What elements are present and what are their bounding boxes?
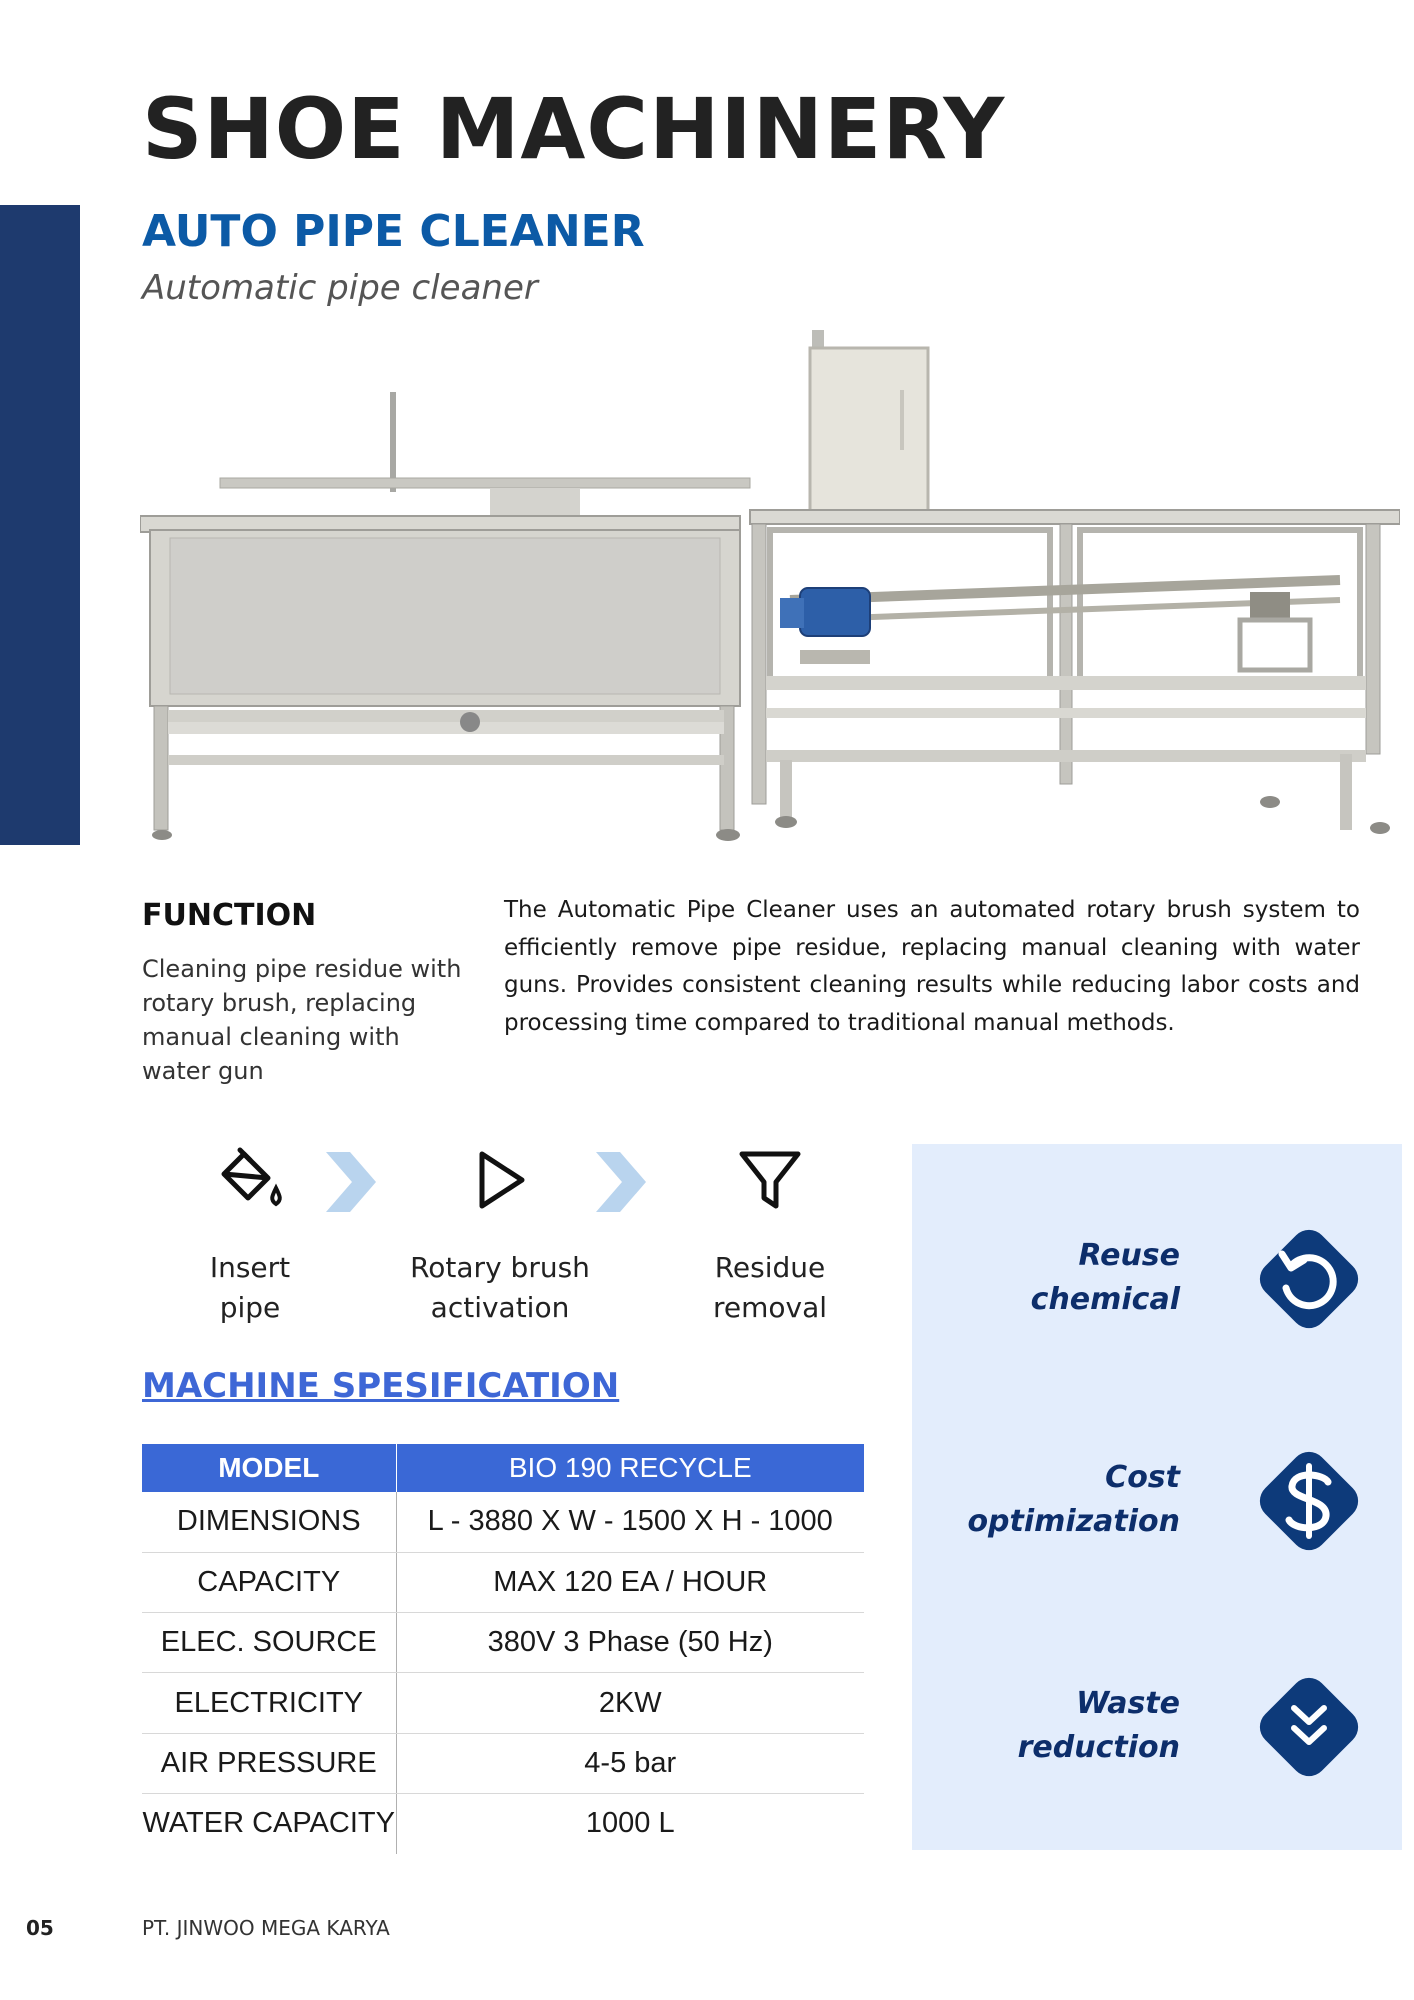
step-label-line: Rotary brush [410, 1251, 590, 1284]
product-name: AUTO PIPE CLEANER [142, 206, 645, 257]
step-label-line: Insert [209, 1251, 291, 1284]
spec-label: AIR PRESSURE [142, 1733, 396, 1793]
table-row [142, 1492, 864, 1552]
spec-label: ELECTRICITY [142, 1673, 396, 1733]
benefit-label [900, 1682, 1180, 1770]
benefits-panel [912, 1144, 1402, 1850]
benefit-label [900, 1456, 1180, 1544]
double-chevron-down-icon [1234, 1652, 1384, 1802]
benefit-label-line: Waste [1076, 1686, 1180, 1721]
spec-label: CAPACITY [142, 1552, 396, 1612]
step-label-line: pipe [219, 1291, 281, 1324]
process-step-removal [660, 1140, 880, 1328]
spec-label: WATER CAPACITY [142, 1793, 396, 1853]
benefit-waste-reduction [912, 1652, 1402, 1802]
benefit-label-line: optimization [967, 1504, 1180, 1539]
table-row [142, 1613, 864, 1673]
table-row [142, 1733, 864, 1793]
process-flow [140, 1140, 860, 1340]
side-accent-bar [0, 205, 80, 845]
spec-value: 380V 3 Phase (50 Hz) [396, 1613, 864, 1673]
machine-photo [140, 330, 1400, 850]
filter-funnel-icon [730, 1140, 810, 1220]
benefit-label-line: chemical [1030, 1282, 1180, 1317]
spec-label: DIMENSIONS [142, 1492, 396, 1552]
step-label-line: removal [712, 1291, 828, 1324]
specification-table [142, 1444, 864, 1854]
spec-value: 1000 L [585, 1807, 675, 1840]
step-label-line: activation [430, 1291, 570, 1324]
chevron-right-icon [590, 1150, 650, 1214]
spec-value: 2KW [396, 1673, 864, 1733]
reuse-arrow-icon [1234, 1204, 1384, 1354]
benefit-reuse-chemical [912, 1204, 1402, 1354]
process-step-label [390, 1248, 610, 1328]
company-name: PT. JINWOO MEGA KARYA [142, 1916, 390, 1940]
benefit-label-line: Cost [1105, 1460, 1180, 1495]
chevron-right-icon [320, 1150, 380, 1214]
spec-value: L - 3880 X W - 1500 X H - 1000 [396, 1492, 864, 1552]
specification-heading: MACHINE SPESIFICATION [142, 1366, 620, 1406]
table-row [142, 1552, 864, 1612]
page-number: 05 [26, 1916, 54, 1940]
play-triangle-icon [460, 1140, 540, 1220]
spec-value: 4-5 bar [396, 1733, 864, 1793]
benefit-cost-optimization [912, 1426, 1402, 1576]
product-subtitle: Automatic pipe cleaner [142, 268, 538, 308]
table-header-value: BIO 190 RECYCLE [396, 1444, 864, 1492]
process-step-rotary [390, 1140, 610, 1328]
spec-label: ELEC. SOURCE [142, 1613, 396, 1673]
process-step-label [660, 1248, 880, 1328]
benefit-label-line: Reuse [1078, 1238, 1180, 1273]
dollar-icon [1234, 1426, 1384, 1576]
table-header-label: MODEL [142, 1444, 396, 1492]
benefit-label-line: reduction [1017, 1730, 1180, 1765]
table-row [142, 1673, 864, 1733]
table-row [142, 1793, 864, 1853]
benefit-label [900, 1234, 1180, 1322]
table-header-row [142, 1444, 864, 1492]
page-title: SHOE MACHINERY [142, 80, 1006, 178]
function-heading: FUNCTION [142, 898, 317, 933]
spec-value: MAX 120 EA / HOUR [396, 1552, 864, 1612]
function-summary: Cleaning pipe residue with rotary brush, replacing manual cleaning with water gun [142, 955, 462, 1085]
paint-bucket-icon [210, 1140, 290, 1220]
function-description: The Automatic Pipe Cleaner uses an automated rotary brush system to efficiently remove pipe residue, replacing manual cleaning with water guns. Provides consistent cleaning results while reducing labor costs and processing time compared to traditional manual methods. [504, 897, 1360, 1036]
step-label-line: Residue [714, 1251, 826, 1284]
process-step-label [140, 1248, 360, 1328]
